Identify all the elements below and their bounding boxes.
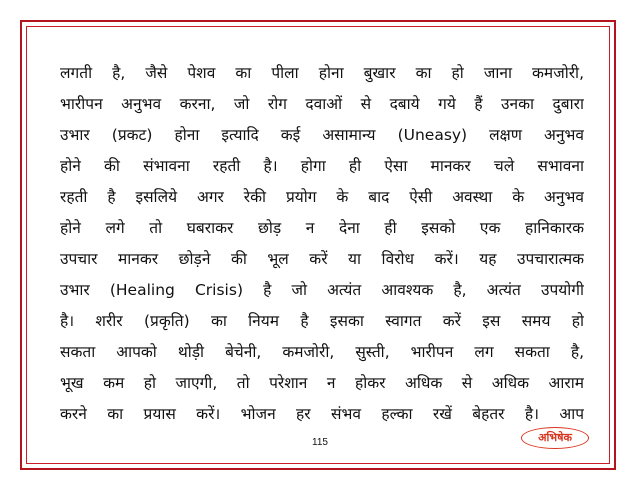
body-paragraph bbox=[60, 58, 584, 430]
text-line-7: उपचार मानकर छोड़ने की भूल करें या विरोध करें। यह उपचारात्मक bbox=[60, 250, 584, 268]
text-line-8: उभार (Healing Crisis) है जो अत्यंत आवश्यक है, अत्यंत उपयोगी bbox=[60, 281, 584, 299]
text-line-4: होने की संभावना रहती है। होगा ही ऐसा मानकर चले सभावना bbox=[60, 157, 584, 175]
text-line-6: होने लगे तो घबराकर छोड़ न देना ही इसको एक हानिकारक bbox=[60, 219, 584, 237]
text-line-5: रहती है इसलिये अगर रेकी प्रयोग के बाद ऐसी अवस्था के अनुभव bbox=[60, 188, 584, 206]
text-line-1: लगती है, जैसे पेशव का पीला होना बुखार का हो जाना कमजोरी, bbox=[60, 64, 584, 82]
author-stamp: अभिषेक bbox=[521, 427, 589, 449]
text-line-12: करने का प्रयास करें। भोजन हर संभव हल्का रखें बेहतर है। आप bbox=[60, 405, 584, 423]
text-line-3: उभार (प्रकट) होना इत्यादि कई असामान्य (Uneasy) लक्षण अनुभव bbox=[60, 126, 584, 144]
text-line-2: भारीपन अनुभव करना, जो रोग दवाओं से दबाये गये हैं उनका दुबारा bbox=[60, 95, 584, 113]
page-number: 115 bbox=[312, 437, 328, 448]
text-line-10: सकता आपको थोड़ी बेचेनी, कमजोरी, सुस्ती, भारीपन लग सकता है, bbox=[60, 343, 584, 361]
text-line-11: भूख कम हो जाएगी, तो परेशान न होकर अधिक से अधिक आराम bbox=[60, 374, 584, 392]
text-line-9: है। शरीर (प्रकृति) का नियम है इसका स्वागत करें इस समय हो bbox=[60, 312, 584, 330]
